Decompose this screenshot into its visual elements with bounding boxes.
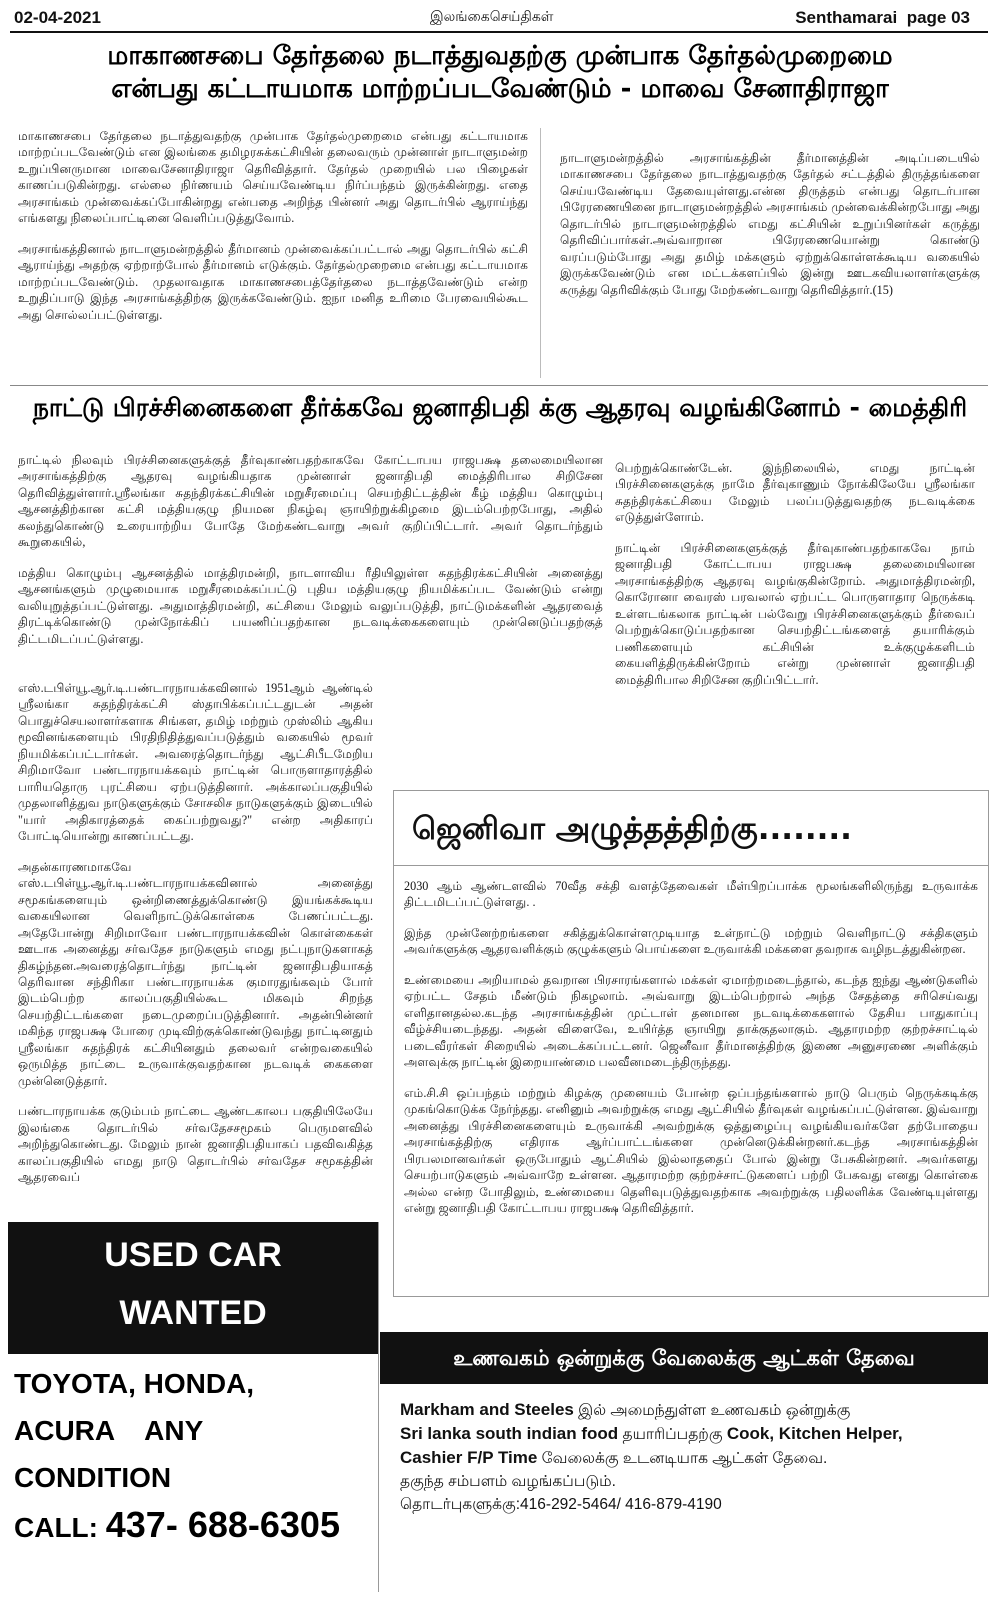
article2-paragraph: பண்டாரநாயக்க குடும்பம் நாட்டை ஆண்டகாலப பகுதியிலேயே இலங்கை தொடர்பில் சர்வதேசசமூகம் பெருமளவில் அறிந்துகொண்டது. மேலும் நான் ஜனாதிபதியாகப் பதவிவகித்த காலப்பகுதியில் எமது நாடு தொடர்பில் சர்வதேச சமூகத்தின் ஆதரவைப் xyxy=(18,1104,373,1185)
article1-paragraph: நாடாளுமன்றத்தில் அரசாங்கத்தின் தீர்மானத்தின் அடிப்படையில் மாகாணசபை தேர்தலை நாடாத்துவதற்கு தேர்தல் சட்டத்தில் திருத்தங்களை செய்யவேண்டிய தேவையுள்ளது.என்ன திருத்தம் என்பது தொடர்பான பிரேரணையினை நாடாளுமன்றத்தில் அரசாங்கம் முன்வைக்கின்றபோது அது தொடர்பில் நாடாளுமன்றத்தில் எமது கட்சியின் உறுப்பினர்கள் கருத்து தெரிவிப்பார்கள்.அவ்வாறான பிரேரணையொன்று கொண்டு வரப்படும்போது அது தமிழ் மக்களும் ஏற்றுக்கொள்ளக்கூடிய வகையில் இருக்கவேண்டும் என மட்டக்களப்பில் இன்று ஊடகவியலாளர்களுக்கு கருத்து தெரிவிக்கும் போது மேற்கண்டவாறு தெரிவித்தார்.(15) xyxy=(560,151,980,297)
job-location: Markham and Steeles xyxy=(400,1400,574,1419)
edition-name: Senthamarai xyxy=(795,8,898,27)
article1-headline-line1: மாகாணசபை தேர்தலை நடாத்துவதற்கு முன்பாக தேர்தல்முறைமை xyxy=(107,41,893,71)
ad-divider xyxy=(378,1222,379,1592)
column-divider xyxy=(540,128,541,378)
job-cashier: Cashier F/P Time xyxy=(400,1448,538,1467)
article2-left-column-top xyxy=(18,452,603,661)
article1-headline-line2: என்பது கட்டாயமாக மாற்றப்படவேண்டும் - மாவை சேனாதிராஜா xyxy=(111,73,889,104)
article1-paragraph: அரசாங்கத்தினால் நாடாளுமன்றத்தில் தீர்மானம் முன்வைக்கப்பட்டால் அது தொடர்பில் கட்சி ஆராய்ந்து அதற்கு ஏற்றாற்போல் தீர்மானம் எடுக்கும். தேர்தல்முறைமை என்பது கட்டாயமாக மாற்றப்படவேண்டும். முதலாவதாக மாகாணசபைத்தேர்தலை நடாத்தவேண்டும் என்ற உறுதிப்பாடு இந்த அரசாங்கத்திற்கு இருக்கவேண்டும். ஐநா மனித உரிமை பேரவையில்கூட அது சொல்லப்பட்டுள்ளது. xyxy=(18,241,528,322)
used-car-makes-line2: ACURA ANY xyxy=(14,1415,204,1446)
masthead-paper-name: இலங்கைசெய்திகள் xyxy=(430,9,554,25)
job-line3-text: வேலைக்கு உடனடியாக ஆட்கள் தேவை. xyxy=(537,1450,828,1467)
article3-paragraph: 2030 ஆம் ஆண்டளவில் 70வீத சக்தி வளத்தேவைகள் மீள்பிறப்பாக்க மூலங்களிலிருந்து உருவாக்க திட்டமிடப்பட்டுள்ளது. . xyxy=(404,879,978,910)
article2-paragraph: நாட்டின் பிரச்சினைகளுக்குத் தீர்வுகாண்பதற்காகவே நாம் ஜனாதிபதி கோட்டாபய ராஜபக்ஷ தலைமையிலான அரசாங்கத்திற்கு ஆதரவு வழங்குகின்றோம். அதுமாத்திரமன்றி, கொரோனா வைரஸ் பரவலால் ஏற்பட்ட பொருளாதார நெருக்கடி உள்ளடங்கலாக நாட்டின் பல்வேறு பிரச்சினைகளுக்கும் தீர்வைப் பெற்றுக்கொடுப்பதற்கான செயற்திட்டங்களைத் தயாரிக்கும் பணிகளையும் கட்சியின் உக்குழுக்களிடம் கையளித்திருக்கின்றோம் என்று முன்னாள் ஜனாதிபதி மைத்திரிபால சிறிசேன குறிப்பிட்டார். xyxy=(615,540,975,687)
article1-left-column xyxy=(18,128,528,337)
masthead-date: 02-04-2021 xyxy=(14,8,101,27)
section-rule xyxy=(10,385,988,386)
used-car-ad-title xyxy=(8,1222,378,1354)
used-car-makes-line1: TOYOTA, HONDA, xyxy=(14,1368,255,1399)
used-car-ad xyxy=(8,1222,378,1590)
article3-headline: ஜெனிவா அழுத்தத்திற்கு........ xyxy=(412,811,852,847)
job-ad-banner: உணவகம் ஒன்றுக்கு வேலைக்கு ஆட்கள் தேவை xyxy=(380,1332,988,1384)
article3-paragraph: எம்.சி.சி ஒப்பந்தம் மற்றும் கிழக்கு முனையம் போன்ற ஒப்பந்தங்களால் நாடு பெரும் நெருக்கடிக்கு முகங்கொடுக்க நேர்ந்தது. எனினும் அவற்றுக்கு எமது ஆட்சியில் தீர்வுகள் வழங்கப்பட்டுள்ளன. இவ்வாறு அனைத்து பிரச்சினைகளையும் உருவாக்கி அவற்றுக்கு ஒத்துழைப்பு வழங்கியவர்களே தற்போதைய அரசாங்கத்திற்கு எதிராக ஆர்ப்பாட்டங்களை முன்னெடுக்கின்றனர்.கடந்த அரசாங்கத்தின் பிரபலமானவர்கள் ஒருபோதும் ஆட்சியில் இல்லாததைப் போல் இன்று பேசுகின்றனர். அவர்களது செயற்பாடுகளும் அவ்வாறே உள்ளன. ஆதாரமற்ற குற்றச்சாட்டுகளைப் பற்றி பேசுவது எனது கொள்கை அல்ல என்ற போதிலும், உண்மையை தெளிவுபடுத்துவதற்காக அவற்றுக்கு பதிலளிக்க வேண்டியுள்ளது என்று ஜனாதிபதி கோட்டாபய ராஜபக்ஷ தெரிவித்தார். xyxy=(404,1085,978,1215)
used-car-phone: 437- 688-6305 xyxy=(105,1504,340,1545)
article2-headline: நாட்டு பிரச்சினைகளை தீர்க்கவே ஜனாதிபதி க்கு ஆதரவு வழங்கினோம் - மைத்திரி xyxy=(32,393,968,422)
job-ad-line1 xyxy=(400,1398,990,1422)
job-ad-line2 xyxy=(400,1422,990,1446)
article2-paragraph: அதன்காரணமாகவே எஸ்.டபிள்யூ.ஆர்.டி.பண்டாரநாயக்கவினால் அனைத்து சமூகங்களையும் ஒன்றிணைத்துக்கொண்டு இயங்கக்கூடிய வகையிலான வெளிநாட்டுக்கொள்கை பேணப்பட்டது. அதேபோன்று சிறிமாவோ பண்டாரநாயக்கவின் கொள்கைகள் ஊடாக அனைத்து சர்வதேச நாடுகளும் எமது நட்புநாடுகளாகத் திகழ்ந்தன.அவரைத்தொடர்ந்து நாட்டின் ஜனாதிபதியாகத் தெரிவான சந்திரிகா பண்டாரநாயக்க குமாரதுங்கவும் போர் இடம்பெற்ற காலப்பகுதியில்கூட மிகவும் சிறந்த செயற்திட்டங்களை நடைமுறைப்படுத்தினார். அதன்பின்னர் மகிந்த ராஜபக்ஷ போரை முடிவிற்குக்கொண்டுவந்து நாட்டினதும் ஸ்ரீலங்கா சுதந்திரக் கட்சியினதும் தலைவர் என்றவகையில் ஒருமித்த நாட்டை உருவாக்குவதற்கான நடவடிக் கைகளை முன்னெடுத்தார். xyxy=(18,859,373,1088)
article2-paragraph: பெற்றுக்கொண்டேன். இந்நிலையில், எமது நாட்டின் பிரச்சினைகளுக்கு நாமே தீர்வுகாணும் நோக்கிலேயே ஸ்ரீலங்கா சுதந்திரக்கட்சியை மேலும் பலப்படுத்துவதற்கு நடவடிக்கை எடுத்துள்ளோம். xyxy=(615,461,975,525)
job-ad-body xyxy=(400,1398,990,1516)
page-number: page 03 xyxy=(906,8,970,27)
article2-right-column xyxy=(615,460,975,702)
article1-headline xyxy=(20,40,980,105)
masthead-rule xyxy=(10,31,988,33)
job-line1-text: இல் அமைந்துள்ள உணவகம் ஒன்றுக்கு xyxy=(573,1402,851,1419)
used-car-title-line1: USED CAR xyxy=(104,1236,282,1274)
job-ad-line4: தகுந்த சம்பளம் வழங்கப்படும். xyxy=(400,1473,616,1490)
article2-paragraph: மத்திய கொழும்பு ஆசனத்தில் மாத்திரமன்றி, நாடளாவிய ரீதியிலுள்ள சுதந்திரக்கட்சியின் அனைத்து ஆசனங்களும் முழுமையாக மறுசீரமைக்கப்பட்டு புதிய மத்தியகுழு நியமிக்கப்பட வேண்டும் என்று வலியுறுத்தப்பட்டுள்ளது. அதுமாத்திரமன்றி, கட்சியை மேலும் வலுப்படுத்தி, நாட்டுமக்களின் ஆதரவைத் திரட்டிக்கொண்டு முன்நோக்கிப் பயணிப்பதற்கான நடவடிக்கைகளையும் முன்னெடுப்பதற்குத் திட்டமிடப்பட்டுள்ளது. xyxy=(18,565,603,646)
job-ad-line3 xyxy=(400,1446,990,1470)
used-car-call-line xyxy=(14,1501,378,1551)
article2-paragraph: எஸ்.டபிள்யூ.ஆர்.டி.பண்டாரநாயக்கவினால் 1951ஆம் ஆண்டில் ஸ்ரீலங்கா சுதந்திரக்கட்சி ஸ்தாபிக்கப்பட்டதுடன் அதன் பொதுச்செயலாளர்களாக சிங்கள, தமிழ் மற்றும் முஸ்லிம் ஆகிய மூவினங்களையும் பிரதிநிதித்துவப்படுத்தும் வகையில் மூவர் நியமிக்கப்பட்டார்கள். அவரைத்தொடர்ந்து ஆட்சிபீடமேறிய சிறிமாவோ பண்டாரநாயக்கவும் நாட்டின் பொருளாதாரத்தில் பாரியதொரு புரட்சியை ஏற்படுத்தினார். அக்காலப்பகுதியில் முதலாளித்துவ நாடுகளுக்கும் சோசலிச நாடுகளுக்கும் இடையில் "யார் அதிகாரத்தைக் கைப்பற்றுவது?" என்ற அதிகாரப் போட்டியொன்று காணப்பட்டது. xyxy=(18,681,373,844)
masthead-edition xyxy=(795,8,970,28)
article2-paragraph: நாட்டில் நிலவும் பிரச்சினைகளுக்குத் தீர்வுகாண்பதற்காகவே கோட்டாபய ராஜபக்ஷ தலைமையிலான அரசாங்கத்திற்கு ஆதரவு வழங்கியதாக முன்னாள் ஜனாதிபதி மைத்திரிபால சிறிசேன தெரிவித்துள்ளார்.ஸ்ரீலங்கா சுதந்திரக்கட்சியின் மறுசீரமைப்பு செயற்திட்டத்தின் கீழ் மத்திய கொழும்பு ஆசனத்திற்கான கட்சி மத்தியகுழு நியமன நிகழ்வு ஞாயிற்றுக்கிழமை இடம்பெற்றபோது, அதில் கலந்துகொண்டு உரையாற்றிய போதே மேற்கண்டவாறு அவர் குறிப்பிட்டார். அவர் தொடர்ந்தும் கூறுகையில், xyxy=(18,453,603,550)
article1-right-column xyxy=(560,150,980,312)
article3-paragraph: உண்மையை அறியாமல் தவறான பிரசாரங்களால் மக்கள் ஏமாற்றமடைந்தால், கடந்த ஐந்து ஆண்டுகளில் ஏற்பட்ட சேதம் மீண்டும் நிகழலாம். அவ்வாறு இடம்பெற்றால் அந்த சேதத்தை சரிசெய்வது எளிதானதல்ல.கடந்த அரசாங்கத்தின் முட்டாள் தனமான நடவடிக்கைகளால் தேசிய பாதுகாப்பு வீழ்ச்சியடைந்தது. அதன் விளைவே, உயிர்த்த ஞாயிறு தாக்குதலாகும். ஆதாரமற்ற குற்றச்சாட்டில் படைவீரர்கள் சிறையில் அடைக்கப்பட்டனர். ஜெனீவா தீர்மானத்திற்கு இணை அனுசரணை அளிக்கும் அளவுக்கு நாட்டின் இறையாண்மை பலவீனமடைந்திருந்தது. xyxy=(404,972,978,1070)
article3-paragraph: இந்த முன்னேற்றங்களை சகித்துக்கொள்ளமுடியாத உள்நாட்டு மற்றும் வெளிநாட்டு சக்திகளும் அவர்களுக்கு ஆதரவளிக்கும் குழுக்களும் பொய்களை உருவாக்கி மக்களை தவறாக வழிநடத்துகின்றன. xyxy=(404,925,978,957)
job-line2-text: தயாரிப்பதற்கு xyxy=(618,1426,727,1443)
used-car-ad-body xyxy=(8,1354,378,1551)
article1-paragraph: மாகாணசபை தேர்தலை நடாத்துவதற்கு முன்பாக தேர்தல்முறைமை என்பது கட்டாயமாக மாற்றப்படவேண்டும் என இலங்கை தமிழரசுக்கட்சியின் தலைவரும் முன்னாள் நாடாளுமன்ற உறுப்பினருமான மாவைசேனாதிராஜா தெரிவித்தார். தேர்தல் முறையில் பல பிழைகள் காணப்படுகின்றது. எல்லை நிர்ணயம் செய்யவேண்டிய நிர்ப்பந்தம் இருக்கின்றது. எதை அரசாங்கம் முன்வைக்கப்போகின்றது என்பதை அறிந்த பின்னர் அது தொடர்பில் ஆராய்ந்து எங்களது நிலைப்பாட்டினை வெளிப்படுத்துவோம். xyxy=(18,129,528,226)
used-car-condition: CONDITION xyxy=(14,1462,172,1493)
job-roles: Cook, Kitchen Helper, xyxy=(726,1424,903,1443)
article3-body xyxy=(394,866,988,1216)
job-food-type: Sri lanka south indian food xyxy=(400,1424,619,1443)
call-label: CALL: xyxy=(14,1512,98,1543)
job-contact: தொடர்புகளுக்கு:416-292-5464/ 416-879-4190 xyxy=(400,1496,722,1513)
article2-left-column xyxy=(18,680,373,1200)
used-car-title-line2: WANTED xyxy=(119,1294,267,1332)
article3-box xyxy=(393,790,989,1297)
